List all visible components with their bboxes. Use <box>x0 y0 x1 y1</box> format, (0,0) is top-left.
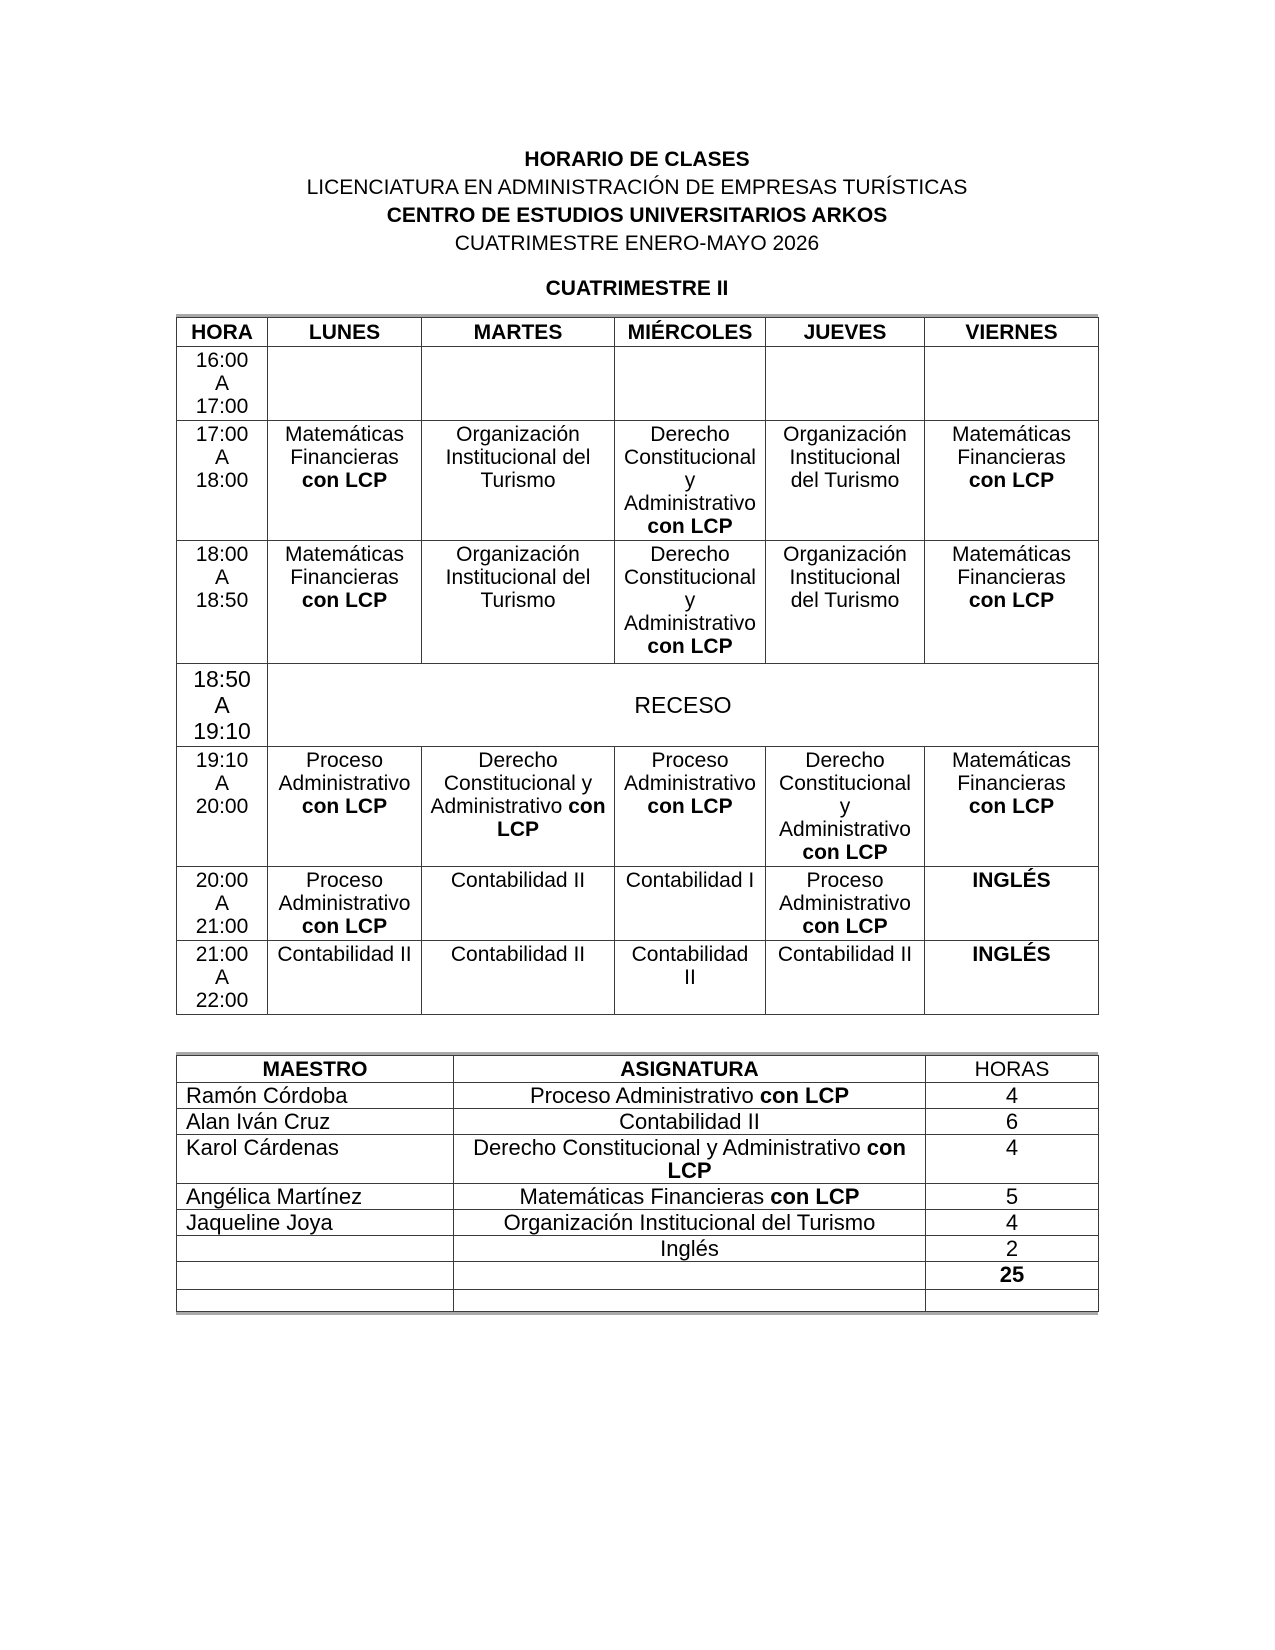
program-title: LICENCIATURA EN ADMINISTRACIÓN DE EMPRESAS TURÍSTICAS <box>306 176 968 199</box>
subject-cell <box>615 941 766 1015</box>
teacher-cell: Alan Iván Cruz <box>177 1109 454 1135</box>
text-segment: con LCP <box>770 1184 860 1209</box>
text-segment: Administrativo <box>278 892 411 915</box>
time-line: 18:50 <box>193 666 251 692</box>
text-segment: con LCP <box>647 795 733 818</box>
schedule-row <box>177 541 1099 664</box>
text-line <box>619 423 761 446</box>
time-line: A <box>214 966 229 989</box>
text-line <box>426 566 610 589</box>
text-line <box>460 1159 919 1182</box>
text-segment: Derecho <box>650 543 730 566</box>
schedule-table <box>176 317 1099 1015</box>
time-line: A <box>214 892 229 915</box>
time-line: 18:50 <box>195 589 249 612</box>
time-cell <box>177 421 268 541</box>
text-line <box>770 915 920 938</box>
subject-cell <box>766 867 925 941</box>
time-line: A <box>214 692 230 718</box>
subject-cell <box>615 541 766 664</box>
subject-cell <box>422 941 615 1015</box>
subject-cell <box>766 941 925 1015</box>
text-line <box>460 1185 919 1208</box>
text-segment: Institucional <box>789 446 901 469</box>
text-line <box>426 749 610 772</box>
text-line <box>272 943 417 966</box>
hours-cell: 4 <box>926 1210 1099 1236</box>
text-segment: Contabilidad II <box>619 1109 760 1134</box>
time-line: A <box>214 372 229 395</box>
text-line <box>929 749 1094 772</box>
subject-cell <box>766 421 925 541</box>
text-segment: Institucional <box>789 566 901 589</box>
time-line: A <box>214 772 229 795</box>
text-line <box>770 795 920 818</box>
text-line <box>426 589 610 612</box>
schedule-col-header: VIERNES <box>925 318 1099 347</box>
text-segment: Matemáticas <box>284 543 405 566</box>
text-segment: Institucional del <box>445 446 591 469</box>
subject-name-cell <box>454 1083 926 1109</box>
text-line <box>272 915 417 938</box>
subject-name-cell <box>454 1135 926 1184</box>
text-line <box>929 795 1094 818</box>
time-line: 20:00 <box>195 795 249 818</box>
subject-cell <box>615 421 766 541</box>
text-line <box>770 566 920 589</box>
text-line <box>272 566 417 589</box>
text-segment: II <box>684 966 696 989</box>
text-line <box>929 589 1094 612</box>
text-line <box>929 566 1094 589</box>
schedule-header-row <box>177 318 1099 347</box>
time-line: A <box>214 566 229 589</box>
staff-row <box>177 1184 1099 1210</box>
text-line <box>426 446 610 469</box>
text-segment: INGLÉS <box>972 943 1051 966</box>
text-line <box>929 543 1094 566</box>
text-line <box>272 469 417 492</box>
subject-cell <box>925 867 1099 941</box>
text-segment: Administrativo <box>624 772 756 795</box>
text-segment: con LCP <box>802 841 888 864</box>
text-segment: y <box>839 795 851 818</box>
time-line: A <box>214 446 229 469</box>
subject-cell <box>925 421 1099 541</box>
text-line <box>619 446 761 469</box>
text-line <box>770 818 920 841</box>
text-line <box>619 469 761 492</box>
time-cell <box>177 867 268 941</box>
staff-table <box>176 1055 1099 1312</box>
subject-cell <box>268 421 422 541</box>
text-line <box>426 943 610 966</box>
text-segment: Financieras <box>957 772 1066 795</box>
schedule-row <box>177 867 1099 941</box>
text-segment: con LCP <box>968 589 1055 612</box>
staff-col-header: ASIGNATURA <box>454 1056 926 1083</box>
text-segment: Matemáticas <box>284 423 405 446</box>
text-segment: Contabilidad II <box>777 943 913 966</box>
time-cell <box>177 541 268 664</box>
text-segment: Contabilidad II <box>277 943 412 966</box>
text-line <box>929 469 1094 492</box>
text-segment: Matemáticas <box>951 749 1072 772</box>
text-segment: Contabilidad <box>631 943 749 966</box>
schedule-col-header: LUNES <box>268 318 422 347</box>
subject-cell <box>925 541 1099 664</box>
text-segment: con <box>568 795 606 818</box>
subject-name-cell <box>454 1109 926 1135</box>
text-segment: Derecho <box>478 749 558 772</box>
text-segment: Derecho Constitucional y Administrativo <box>473 1135 867 1160</box>
text-line <box>619 566 761 589</box>
text-line <box>619 772 761 795</box>
text-line <box>770 943 920 966</box>
text-segment: con LCP <box>968 469 1055 492</box>
text-line <box>770 543 920 566</box>
subject-cell <box>766 541 925 664</box>
text-segment: Constitucional <box>624 446 756 469</box>
text-segment: del Turismo <box>790 589 900 612</box>
subject-name-cell <box>454 1210 926 1236</box>
subject-name-cell <box>454 1184 926 1210</box>
hours-cell: 4 <box>926 1135 1099 1184</box>
text-line <box>619 515 761 538</box>
subject-cell <box>268 941 422 1015</box>
teacher-cell <box>177 1262 454 1290</box>
schedule-row <box>177 347 1099 421</box>
text-line <box>426 772 610 795</box>
schedule-row <box>177 941 1099 1015</box>
text-segment: Constitucional <box>624 566 756 589</box>
text-line <box>460 1084 919 1107</box>
time-line: 17:00 <box>195 423 249 446</box>
staff-header-row <box>177 1056 1099 1083</box>
subject-cell <box>925 347 1099 421</box>
text-segment: Matemáticas <box>951 423 1072 446</box>
staff-row <box>177 1236 1099 1262</box>
subject-cell <box>615 747 766 867</box>
time-cell <box>177 664 268 747</box>
teacher-cell <box>177 1236 454 1262</box>
time-line: 17:00 <box>195 395 249 418</box>
text-line <box>426 869 610 892</box>
text-line <box>619 635 761 658</box>
teacher-cell <box>177 1290 454 1312</box>
hours-cell: 6 <box>926 1109 1099 1135</box>
text-line <box>770 869 920 892</box>
text-line <box>619 795 761 818</box>
text-line <box>460 1110 919 1133</box>
subject-cell <box>422 347 615 421</box>
schedule-row <box>177 747 1099 867</box>
staff-col-header: MAESTRO <box>177 1056 454 1083</box>
subject-cell <box>925 747 1099 867</box>
staff-row <box>177 1262 1099 1290</box>
staff-row <box>177 1135 1099 1184</box>
text-segment: Organización <box>456 423 580 446</box>
text-segment: Turismo <box>480 589 556 612</box>
text-segment: Financieras <box>290 566 399 589</box>
text-line <box>460 1136 919 1159</box>
time-line: 21:00 <box>195 943 249 966</box>
time-line: 21:00 <box>195 915 249 938</box>
time-line: 18:00 <box>195 469 249 492</box>
teacher-cell: Ramón Córdoba <box>177 1083 454 1109</box>
text-segment: Administrativo <box>624 612 756 635</box>
text-segment: Organización <box>456 543 580 566</box>
hours-cell: 5 <box>926 1184 1099 1210</box>
text-line <box>272 892 417 915</box>
text-segment: Organización Institucional del Turismo <box>503 1210 876 1235</box>
subject-cell <box>422 541 615 664</box>
text-segment: con LCP <box>301 915 388 938</box>
hours-cell: 4 <box>926 1083 1099 1109</box>
subject-cell <box>615 347 766 421</box>
subject-cell <box>268 541 422 664</box>
text-segment: Proceso <box>806 869 884 892</box>
text-segment: Administrativo <box>430 795 569 818</box>
text-line <box>770 589 920 612</box>
text-segment: Contabilidad II <box>450 943 586 966</box>
text-line <box>272 749 417 772</box>
staff-row <box>177 1210 1099 1236</box>
schedule-row <box>177 664 1099 747</box>
text-segment: con LCP <box>301 469 388 492</box>
text-segment: con LCP <box>301 795 388 818</box>
hours-cell: 2 <box>926 1236 1099 1262</box>
text-line <box>770 772 920 795</box>
text-line <box>460 1211 919 1234</box>
text-segment: Institucional del <box>445 566 591 589</box>
text-segment: Organización <box>783 423 907 446</box>
hours-cell <box>926 1290 1099 1312</box>
text-segment: Financieras <box>957 566 1066 589</box>
staff-row <box>177 1083 1099 1109</box>
text-line <box>619 943 761 966</box>
text-segment: Constitucional y <box>443 772 593 795</box>
text-line <box>426 543 610 566</box>
text-line <box>426 469 610 492</box>
text-segment: Organización <box>783 543 907 566</box>
text-line <box>272 795 417 818</box>
time-cell <box>177 747 268 867</box>
text-segment: Proceso <box>651 749 729 772</box>
text-line <box>929 423 1094 446</box>
time-line: 20:00 <box>195 869 249 892</box>
subject-cell <box>766 347 925 421</box>
text-line <box>619 749 761 772</box>
staff-row <box>177 1290 1099 1312</box>
text-segment: con LCP <box>647 515 733 538</box>
teacher-cell: Angélica Martínez <box>177 1184 454 1210</box>
subject-name-cell <box>454 1262 926 1290</box>
text-segment: Administrativo <box>624 492 756 515</box>
staff-table-container <box>176 1052 1098 1315</box>
text-line <box>619 543 761 566</box>
subject-cell <box>422 867 615 941</box>
text-segment: Matemáticas <box>951 543 1072 566</box>
schedule-col-header: JUEVES <box>766 318 925 347</box>
text-line <box>770 446 920 469</box>
text-segment: del Turismo <box>790 469 900 492</box>
schedule-col-header: MARTES <box>422 318 615 347</box>
subject-cell <box>615 867 766 941</box>
text-segment: y <box>684 469 696 492</box>
teacher-cell: Karol Cárdenas <box>177 1135 454 1184</box>
text-segment: INGLÉS <box>972 869 1051 892</box>
text-segment: con LCP <box>301 589 388 612</box>
text-segment: con <box>866 1135 906 1160</box>
text-line <box>460 1237 919 1260</box>
subject-cell <box>268 347 422 421</box>
subject-name-cell <box>454 1290 926 1312</box>
text-line <box>272 772 417 795</box>
text-line <box>929 869 1094 892</box>
subject-cell <box>925 941 1099 1015</box>
text-line <box>770 892 920 915</box>
text-segment: Proceso <box>305 869 384 892</box>
teacher-cell: Jaqueline Joya <box>177 1210 454 1236</box>
subject-cell <box>766 747 925 867</box>
subject-cell <box>422 747 615 867</box>
text-segment: Financieras <box>957 446 1066 469</box>
text-segment: con LCP <box>647 635 733 658</box>
text-segment: Contabilidad I <box>625 869 755 892</box>
text-line <box>426 818 610 841</box>
text-line <box>770 749 920 772</box>
text-line <box>272 423 417 446</box>
text-line <box>619 869 761 892</box>
text-segment: Matemáticas Financieras <box>519 1184 771 1209</box>
text-segment: con LCP <box>802 915 888 938</box>
text-line <box>426 423 610 446</box>
text-segment: Turismo <box>480 469 556 492</box>
text-line <box>619 966 761 989</box>
text-segment: Contabilidad II <box>450 869 586 892</box>
staff-col-header: HORAS <box>926 1056 1099 1083</box>
text-line <box>619 492 761 515</box>
text-segment: Derecho <box>650 423 730 446</box>
text-line <box>929 772 1094 795</box>
schedule-col-header: MIÉRCOLES <box>615 318 766 347</box>
subject-cell <box>422 421 615 541</box>
time-line: 19:10 <box>195 749 249 772</box>
subject-name-cell <box>454 1236 926 1262</box>
text-line <box>770 423 920 446</box>
text-segment: Administrativo <box>779 892 911 915</box>
text-line <box>770 841 920 864</box>
text-segment: Administrativo <box>779 818 911 841</box>
text-segment: Proceso Administrativo <box>529 1083 760 1108</box>
time-line: 16:00 <box>195 349 249 372</box>
text-segment: Derecho <box>805 749 885 772</box>
hours-cell: 25 <box>926 1262 1099 1290</box>
staff-row <box>177 1109 1099 1135</box>
receso-cell: RECESO <box>268 664 1099 747</box>
schedule-row <box>177 421 1099 541</box>
text-line <box>929 943 1094 966</box>
subject-cell <box>268 747 422 867</box>
institution-title: CENTRO DE ESTUDIOS UNIVERSITARIOS ARKOS <box>386 204 888 227</box>
text-segment: Inglés <box>660 1236 719 1261</box>
text-line <box>272 589 417 612</box>
text-segment: y <box>684 589 696 612</box>
text-segment: con LCP <box>759 1083 850 1108</box>
text-segment: Constitucional <box>779 772 911 795</box>
time-line: 22:00 <box>195 989 249 1012</box>
text-line <box>619 612 761 635</box>
text-line <box>426 795 610 818</box>
text-segment: LCP <box>667 1158 712 1183</box>
text-line <box>929 446 1094 469</box>
text-line <box>272 869 417 892</box>
subject-cell <box>268 867 422 941</box>
time-line: 18:00 <box>195 543 249 566</box>
text-line <box>272 446 417 469</box>
text-segment: Financieras <box>290 446 399 469</box>
text-segment: con LCP <box>968 795 1055 818</box>
time-cell <box>177 941 268 1015</box>
text-line <box>272 543 417 566</box>
text-line <box>770 469 920 492</box>
schedule-col-header: HORA <box>177 318 268 347</box>
time-cell <box>177 347 268 421</box>
text-line <box>619 589 761 612</box>
time-line: 19:10 <box>193 718 251 744</box>
text-segment: Administrativo <box>278 772 411 795</box>
text-segment: LCP <box>497 818 539 841</box>
document-header <box>176 146 1098 258</box>
schedule-table-container <box>176 314 1098 1015</box>
section-title: CUATRIMESTRE II <box>545 277 729 300</box>
term-title: CUATRIMESTRE ENERO-MAYO 2026 <box>454 232 820 255</box>
text-segment: Proceso <box>305 749 384 772</box>
document-title: HORARIO DE CLASES <box>524 148 750 171</box>
